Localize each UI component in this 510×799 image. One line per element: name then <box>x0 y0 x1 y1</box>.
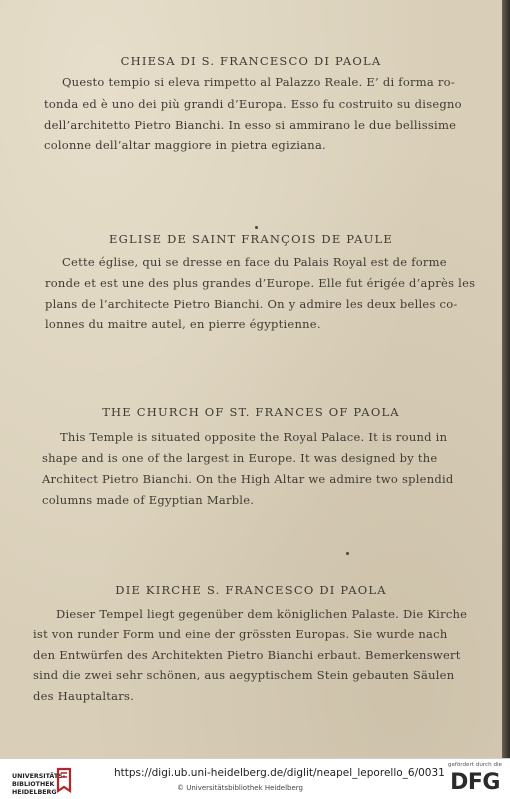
ink-dot <box>255 226 258 229</box>
text-line: shape and is one of the largest in Europe. It was designed by the <box>42 451 438 465</box>
copyright-notice: © Universitätsbibliothek Heidelberg <box>177 784 304 792</box>
permalink-url[interactable]: https://digi.ub.uni-heidelberg.de/diglit/neapel_leporello_6/0031 <box>114 767 445 779</box>
library-emblem-icon <box>54 767 74 793</box>
university-library-logo[interactable] <box>6 765 116 795</box>
text-line: des Hauptaltars. <box>33 689 135 703</box>
ink-dot <box>346 552 349 555</box>
text-line: plans de l’architecte Pietro Bianchi. On y admire les deux belles co- <box>45 297 458 311</box>
text-line: Dieser Tempel liegt gegenüber dem königlichen Palaste. Die Kirche <box>56 607 468 621</box>
section-title-french: EGLISE DE SAINT FRANÇOIS DE PAULE <box>109 232 393 246</box>
text-line: Architect Pietro Bianchi. On the High Altar we admire two splendid <box>42 472 454 486</box>
text-line: sind die zwei sehr schönen, aus aegyptischem Stein gebauten Säulen <box>33 668 455 682</box>
page-edge-shadow <box>502 0 510 758</box>
section-title-german: DIE KIRCHE S. FRANCESCO DI PAOLA <box>115 583 387 597</box>
text-line: columns made of Egyptian Marble. <box>42 493 255 507</box>
viewer-footer <box>0 758 510 799</box>
institution-line: BIBLIOTHEK <box>12 780 55 788</box>
text-line: dell’architetto Pietro Bianchi. In esso si ammirano le due bellissime <box>44 118 457 132</box>
text-line: Questo tempio si eleva rimpetto al Palazzo Reale. E’ di forma ro- <box>62 75 455 89</box>
text-line: tonda ed è uno dei più grandi d’Europa. Esso fu costruito su disegno <box>44 97 462 111</box>
section-title-italian: CHIESA DI S. FRANCESCO DI PAOLA <box>120 54 382 68</box>
text-line: lonnes du maitre autel, en pierre égyptienne. <box>45 317 321 331</box>
institution-line: UNIVERSITÄTS- <box>12 773 66 780</box>
text-line: den Entwürfen des Architekten Pietro Bianchi erbaut. Bemerkenswert <box>33 648 461 662</box>
text-line: colonne dell’altar maggiore in pietra egiziana. <box>44 138 326 152</box>
funder-note: gefördert durch die <box>447 762 502 768</box>
dfg-logo[interactable]: DFG <box>450 770 500 795</box>
text-line: Cette église, qui se dresse en face du Palais Royal est de forme <box>62 255 447 269</box>
text-line: ronde et est une des plus grandes d’Europe. Elle fut érigée d’après les <box>45 276 476 290</box>
section-title-english: THE CHURCH OF ST. FRANCES OF PAOLA <box>102 405 400 419</box>
institution-line: HEIDELBERG <box>12 788 57 796</box>
text-line: This Temple is situated opposite the Royal Palace. It is round in <box>60 430 448 444</box>
text-line: ist von runder Form und eine der grössten Europas. Sie wurde nach <box>33 627 448 641</box>
